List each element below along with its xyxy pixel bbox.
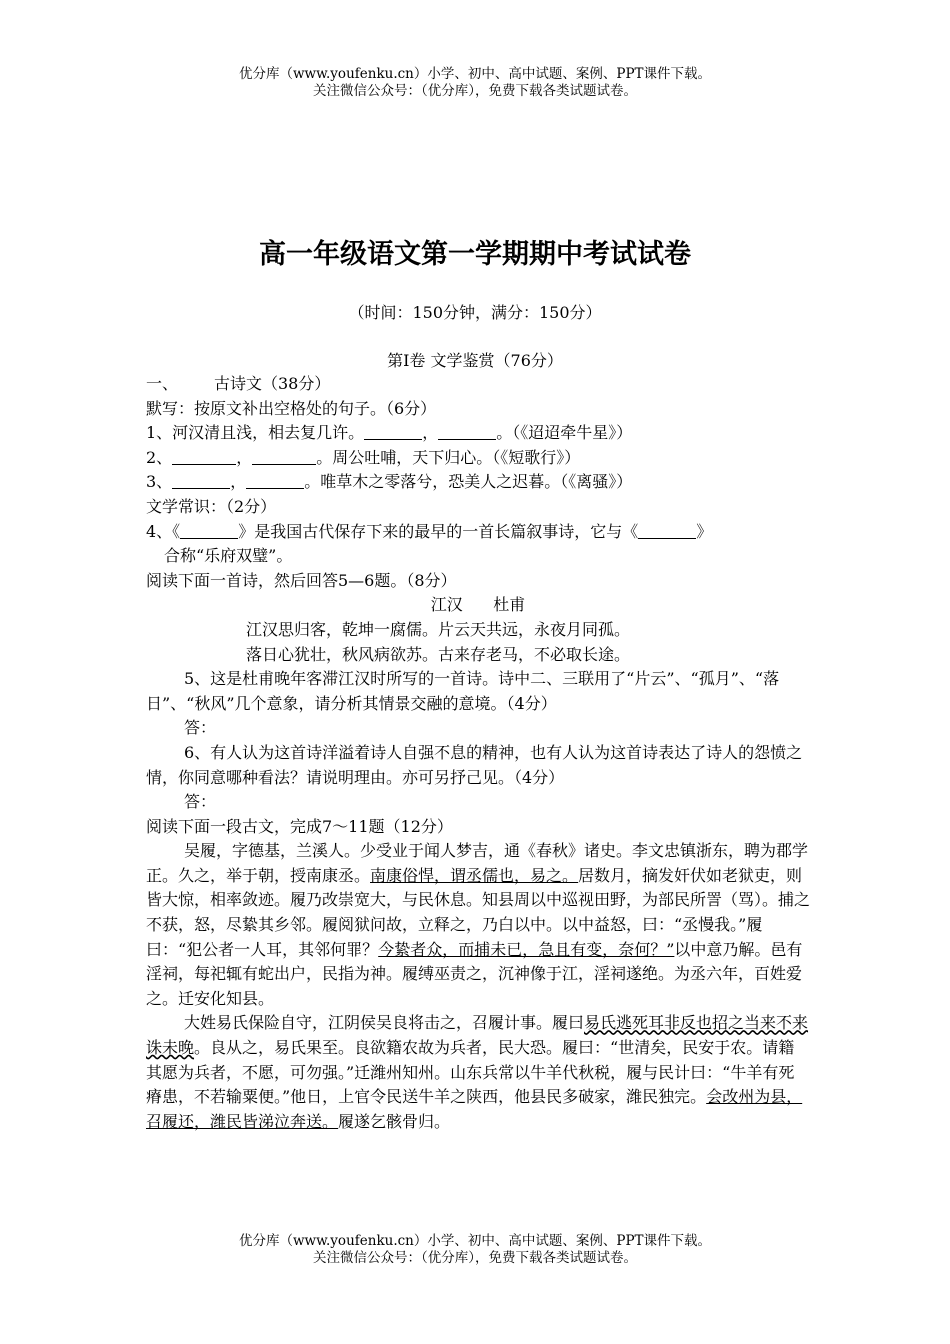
page-title: 高一年级语文第一学期期中考试试卷: [259, 239, 691, 270]
poem-instruction: 阅读下面一首诗，然后回答5—6题。（8分）: [146, 570, 457, 590]
exam-time-info: （时间：150分钟，满分：150分）: [348, 303, 602, 322]
question-6: 6、有人认为这首诗洋溢着诗人自强不息的精神，也有人认为这首诗表达了诗人的怨愤之情，你同意哪种看法？请说明理由。亦可另抒己见。（4分）: [146, 742, 803, 787]
poem-line-2: 落日心犹壮，秋风病欲苏。古来存老马，不必取长途。: [246, 644, 631, 664]
footer-line-1: 优分库（www.youfenku.cn）小学、初中、高中试题、案例、PPT课件下载。: [238, 1233, 712, 1249]
header-line-1: 优分库（www.youfenku.cn）小学、初中、高中试题、案例、PPT课件下载。: [238, 66, 712, 82]
header-line-2: 关注微信公众号：（优分库），免费下载各类试题试卷。: [313, 83, 637, 99]
wavy-underlined-sentence: 易氏逃死耳非反也招之当来不来诛未晚: [146, 1013, 809, 1058]
answer-blank[interactable]: [180, 523, 238, 539]
answer-blank[interactable]: [172, 449, 236, 465]
classical-paragraph-1: 吴履，字德基，兰溪人。少受业于闻人梦吉，通《春秋》诸史。李文忠镇浙东，聘为郡学正。久之，举于朝，授南康丞。南康俗悍，谓丞儒也，易之。居数月，摘发奸伏如老狱吏，则皆大惊，相率敛迹。履乃改崇宽大，与民休息。知县周以中巡视田野，为部民所詈（骂）。捕之不获，怒，尽絷其乡邻。履阅狱问故，立释之，乃白以中。以中益怒，曰：“丞慢我。”履曰：“犯公者一人耳，其邻何罪？今絷者众，而捕未已，急且有变，奈何？”以中意乃解。邑有淫祠，每祀辄有蛇出户，民指为神。履缚巫责之，沉神像于江，淫祠遂绝。为丞六年，百姓爱之。迁安化知县。: [146, 841, 811, 1008]
classical-instruction: 阅读下面一段古文，完成7～11题（12分）: [146, 816, 453, 836]
answer-blank[interactable]: [364, 424, 422, 440]
footer-line-2: 关注微信公众号：（优分库），免费下载各类试题试卷。: [313, 1250, 637, 1266]
section-heading: 一、 古诗文（38分）: [146, 374, 331, 393]
underlined-sentence: 今絷者众，而捕未已，急且有变，奈何？”: [378, 939, 675, 959]
answer-blank[interactable]: [438, 424, 496, 440]
question-2: 2、 ， 。周公吐哺，天下归心。（《短歌行》）: [146, 447, 581, 467]
answer-blank[interactable]: [172, 473, 230, 489]
dictation-instruction: 默写：按原文补出空格处的句子。（6分）: [146, 398, 437, 418]
poem-line-1: 江汉思归客，乾坤一腐儒。片云天共远，永夜月同孤。: [246, 619, 631, 639]
answer-5-label: 答：: [184, 718, 217, 738]
answer-blank[interactable]: [638, 523, 696, 539]
poem-title: 江汉 杜甫: [430, 595, 526, 615]
answer-6-label: 答：: [184, 792, 217, 812]
question-3: 3、 ， 。唯草木之零落兮，恐美人之迟暮。（《离骚》）: [146, 472, 633, 492]
classical-paragraph-2: 大姓易氏保险自守，江阴侯吴良将击之，召履计事。履曰易氏逃死耳非反也招之当来不来诛未晚。良从之，易氏果至。良欲籍农故为兵者，民大恐。履曰：“世清矣，民安于农。请籍其愿为兵者，不愿，可勿强。”迁潍州知州。山东兵常以牛羊代秋税，履与民计曰：“牛羊有死瘠患，不若输粟便。”他日，上官令民送牛羊之陕西，他县民多破家，潍民独完。会改州为县，召履还，潍民皆涕泣奔送。履遂乞骸骨归。: [146, 1013, 809, 1131]
question-4-continued: 合称“乐府双璧”。: [164, 546, 293, 566]
question-1: 1、河汉清且浅，相去复几许。 ， 。（《迢迢牵牛星》）: [146, 423, 633, 443]
exam-content: [146, 372, 810, 1134]
question-4: 4、《 》是我国古代保存下来的最早的一首长篇叙事诗，它与《 》: [146, 521, 713, 541]
underlined-sentence: 会改州为县，召履还，潍民皆涕泣奔送。: [146, 1087, 803, 1131]
lit-knowledge-heading: 文学常识：（2分）: [146, 496, 277, 516]
underlined-sentence: 南康俗悍，谓丞儒也，易之。: [370, 865, 579, 885]
answer-blank[interactable]: [252, 449, 316, 465]
question-5: 5、这是杜甫晚年客滞江汉时所写的一首诗。诗中二、三联用了“片云”、“孤月”、“落日”、“秋风”几个意象，请分析其情景交融的意境。（4分）: [146, 669, 780, 713]
volume-heading: 第Ⅰ卷 文学鉴赏（76分）: [387, 351, 563, 370]
answer-blank[interactable]: [246, 473, 304, 489]
